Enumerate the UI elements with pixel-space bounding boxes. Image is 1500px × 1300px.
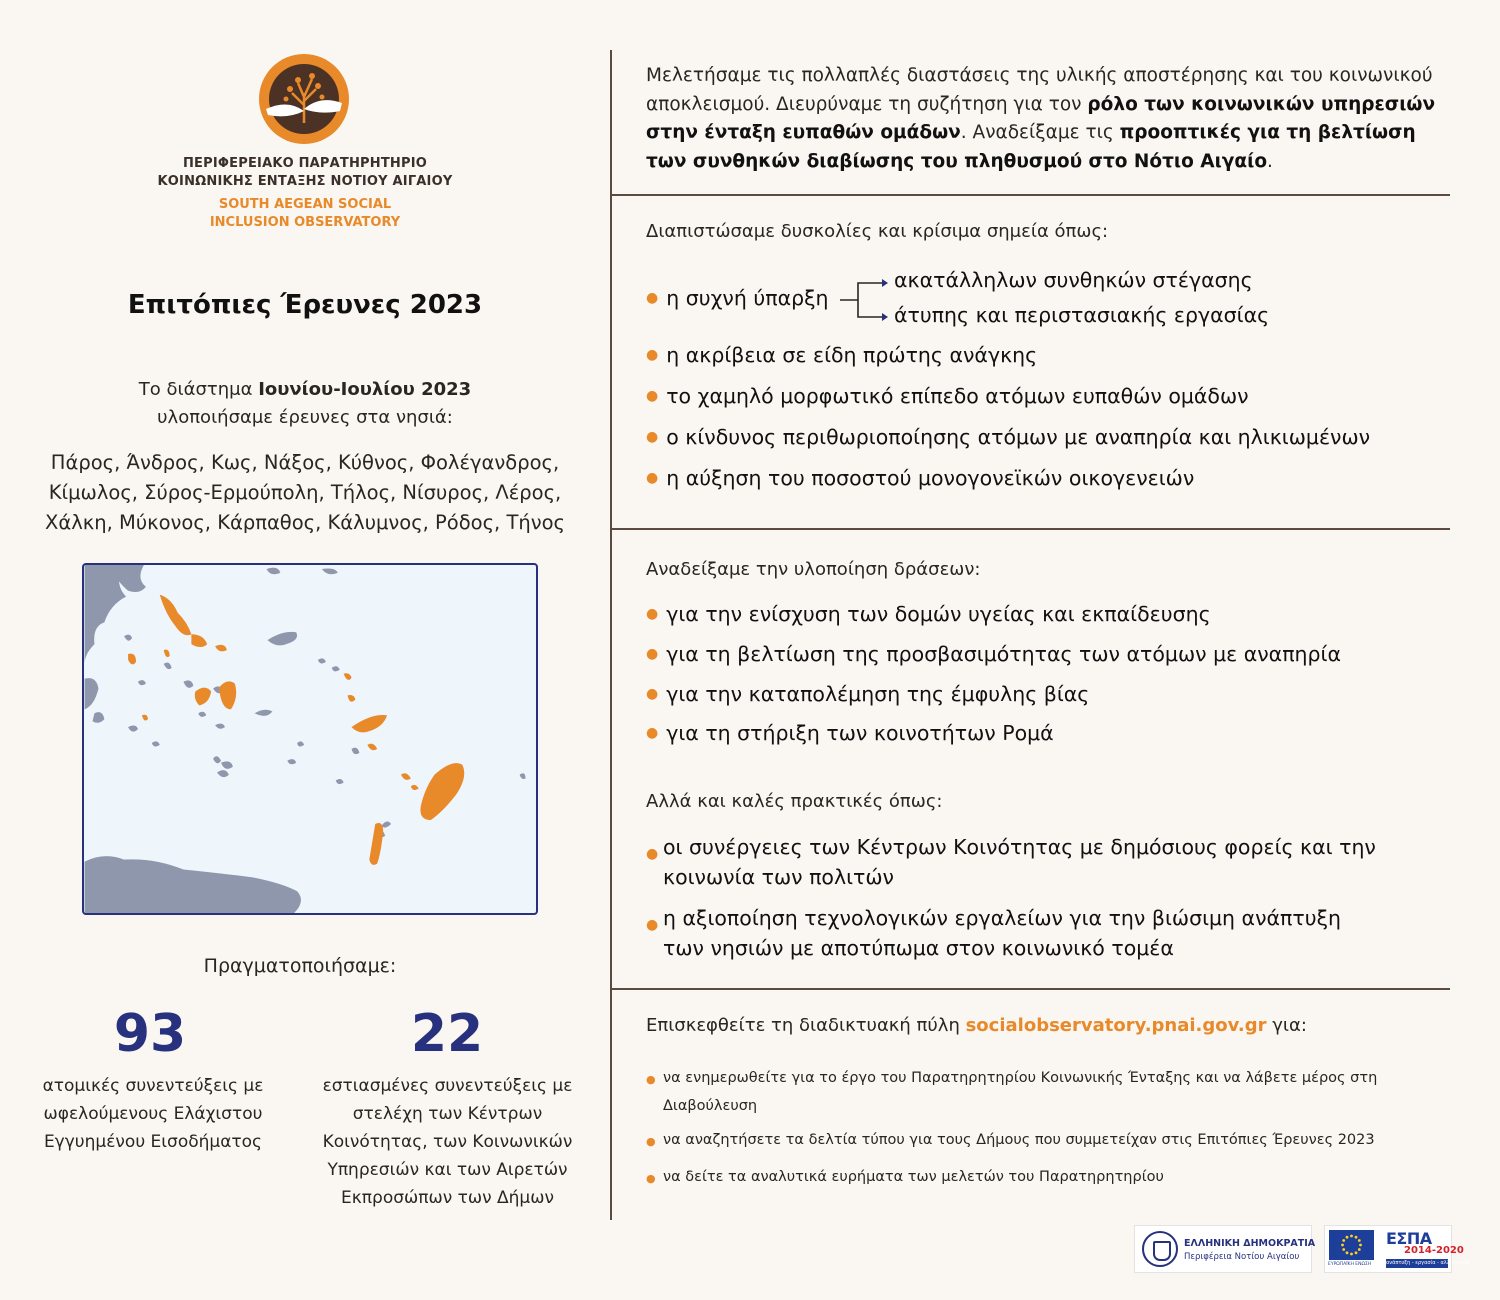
islands-line: Κίμωλος, Σύρος-Ερμούπολη, Τήλος, Νίσυρος, Λέρος,: [48, 481, 562, 504]
action-item-text: για την καταπολέμηση της έμφυλης βίας: [666, 682, 1090, 706]
section-divider: [612, 988, 1450, 990]
period-line1: [60, 379, 550, 400]
stat-desc-line: εστιασμένες συνεντεύξεις με: [322, 1076, 573, 1096]
actions-heading: Αναδείξαμε την υλοποίηση δράσεων:: [646, 559, 981, 580]
intro-text: .: [1267, 150, 1273, 172]
eu-flag-icon: [1329, 1230, 1374, 1260]
bullet-dot-icon: ●: [646, 846, 659, 862]
practice-item-line: οι συνέργειες των Κέντρων Κοινότητας με δημόσιους φορείς και την: [663, 835, 1376, 859]
difficulty-item: [646, 425, 1370, 449]
period-prefix: Το διάστημα: [138, 379, 259, 400]
bullet-dot-icon: ●: [646, 686, 659, 702]
stat-desc-line: Εγγυημένου Εισοδήματος: [43, 1132, 263, 1152]
bullet-dot-icon: ●: [646, 1135, 656, 1148]
espa-motto: ανάπτυξη - εργασία - αλληλεγγύη: [1386, 1260, 1471, 1266]
practice-item: [646, 903, 1426, 963]
stat-desc-line: Κοινότητας, των Κοινωνικών: [322, 1132, 573, 1152]
practice-item-line: των νησιών με αποτύπωμα στον κοινωνικό τομέα: [663, 936, 1174, 960]
islands-list: [30, 448, 580, 538]
visit-line: [646, 1015, 1307, 1036]
practice-item-line: η αξιοποίηση τεχνολογικών εργαλείων για την βιώσιμη ανάπτυξη: [663, 906, 1342, 930]
stat-desc-line: ατομικές συνεντεύξεις με: [42, 1076, 264, 1096]
difficulty-branch: άτυπης και περιστασιακής εργασίας: [894, 303, 1270, 327]
page-title: Επιτόπιες Έρευνες 2023: [127, 290, 483, 320]
stat-focus-interviews-value: 22: [410, 1004, 484, 1064]
bullet-dot-icon: ●: [646, 725, 659, 741]
difficulty-item-text: η ακρίβεια σε είδη πρώτης ανάγκης: [666, 343, 1038, 367]
visit-item: [646, 1126, 1426, 1154]
bullet-dot-icon: ●: [646, 290, 659, 306]
period-dates: Ιουνίου-Ιουλίου 2023: [258, 379, 472, 400]
islands-line: Πάρος, Άνδρος, Κως, Νάξος, Κύθνος, Φολέγανδρος,: [50, 451, 560, 474]
bullet-dot-icon: ●: [646, 1073, 656, 1086]
stat-focus-interviews-desc: [305, 1072, 590, 1212]
visit-item: [646, 1064, 1426, 1120]
difficulty-item: [646, 286, 829, 310]
eu-caption: ΕΥΡΩΠΑΪΚΗ ΕΝΩΣΗ: [1328, 1262, 1372, 1267]
visit-item-line: να ενημερωθείτε για το έργο του Παρατηρητηρίου Κοινωνικής Ένταξης και να λάβετε μέρος στη: [663, 1070, 1378, 1086]
intro-bold: προοπτικές για τη βελτίωση των συνθηκών διαβίωσης του πληθυσμού στο Νότιο Αιγαίο: [646, 122, 1416, 172]
action-item: [646, 642, 1341, 666]
difficulty-item-text: η αύξηση του ποσοστού μονογονεϊκών οικογενειών: [666, 466, 1195, 490]
org-name-en-line2: INCLUSION OBSERVATORY: [209, 215, 401, 230]
action-item: [646, 602, 1211, 626]
bullet-dot-icon: ●: [646, 429, 659, 445]
intro-bold: ρόλο των κοινωνικών υπηρεσιών στην ένταξη ευπαθών ομάδων: [646, 93, 1436, 143]
gov-line2: Περιφέρεια Νοτίου Αιγαίου: [1184, 1252, 1300, 1262]
visit-prefix: Επισκεφθείτε τη διαδικτυακή πύλη: [646, 1015, 966, 1036]
intro-text: Μελετήσαμε τις πολλαπλές διαστάσεις της υλικής αποστέρησης και του κοινωνικού αποκλεισμού. Διευρύναμε τη συζήτηση για τον: [646, 65, 1433, 115]
difficulty-item-text: η συχνή ύπαρξη: [666, 286, 829, 310]
stat-desc-line: ωφελούμενους Ελάχιστου: [43, 1104, 263, 1124]
practice-item: [646, 832, 1426, 892]
intro-text: . Αναδείξαμε τις: [960, 122, 1120, 143]
action-item-text: για τη στήριξη των κοινοτήτων Ρομά: [666, 721, 1054, 745]
difficulty-item: [646, 343, 1037, 367]
espa-mark: ΕΣΠΑ: [1386, 1229, 1432, 1248]
period-line2: υλοποιήσαμε έρευνες στα νησιά:: [157, 407, 453, 428]
visit-item: [646, 1163, 1426, 1191]
section-divider: [612, 528, 1450, 530]
visit-item-line: Διαβούλευση: [663, 1098, 758, 1114]
bullet-dot-icon: ●: [646, 917, 659, 933]
action-item: [646, 721, 1054, 745]
branch-arrow-icon: [838, 270, 890, 330]
greek-emblem-icon: [1142, 1231, 1178, 1267]
visit-item-line: να αναζητήσετε τα δελτία τύπου για τους Δήμους που συμμετείχαν στις Επιτόπιες Έρευνες 2023: [663, 1132, 1375, 1148]
bullet-dot-icon: ●: [646, 388, 659, 404]
org-name-en-line1: SOUTH AEGEAN SOCIAL: [218, 197, 392, 212]
difficulty-item-text: το χαμηλό μορφωτικό επίπεδο ατόμων ευπαθών ομάδων: [666, 384, 1249, 408]
bullet-dot-icon: ●: [646, 347, 659, 363]
stat-desc-line: στελέχη των Κέντρων: [352, 1104, 543, 1124]
org-name-gr-line1: ΠΕΡΙΦΕΡΕΙΑΚΟ ΠΑΡΑΤΗΡΗΤΗΡΙΟ: [182, 156, 428, 171]
visit-suffix: για:: [1266, 1015, 1307, 1036]
done-label: Πραγματοποιήσαμε:: [203, 955, 397, 977]
visit-item-line: να δείτε τα αναλυτικά ευρήματα των μελετών του Παρατηρητηρίου: [663, 1169, 1164, 1185]
gov-line1: ΕΛΛΗΝΙΚΗ ΔΗΜΟΚΡΑΤΙΑ: [1184, 1238, 1316, 1249]
column-divider: [610, 50, 612, 1220]
practice-item-line: κοινωνία των πολιτών: [663, 865, 894, 889]
action-item: [646, 682, 1089, 706]
portal-link[interactable]: socialobservatory.pnai.gov.gr: [965, 1015, 1267, 1036]
islands-line: Χάλκη, Μύκονος, Κάρπαθος, Κάλυμνος, Ρόδος, Τήνος: [45, 511, 565, 534]
stat-desc-line: Εκπροσώπων των Δήμων: [341, 1188, 554, 1208]
stat-individual-interviews-value: 93: [113, 1004, 187, 1064]
difficulty-item: [646, 384, 1249, 408]
section-divider: [612, 194, 1450, 196]
bullet-dot-icon: ●: [646, 1172, 656, 1185]
action-item-text: για τη βελτίωση της προσβασιμότητας των ατόμων με αναπηρία: [666, 642, 1341, 666]
org-name-gr-line2: ΚΟΙΝΩΝΙΚΗΣ ΕΝΤΑΞΗΣ ΝΟΤΙΟΥ ΑΙΓΑΙΟΥ: [157, 174, 453, 189]
stat-individual-interviews-desc: [18, 1072, 288, 1156]
difficulty-item: [646, 466, 1194, 490]
bullet-dot-icon: ●: [646, 646, 659, 662]
difficulties-heading: Διαπιστώσαμε δυσκολίες και κρίσιμα σημεία όπως:: [646, 221, 1109, 242]
action-item-text: για την ενίσχυση των δομών υγείας και εκπαίδευσης: [666, 602, 1211, 626]
difficulty-branch: ακατάλληλων συνθηκών στέγασης: [894, 268, 1253, 292]
south-aegean-map-icon: [82, 563, 538, 915]
stat-desc-line: Υπηρεσιών και των Αιρετών: [327, 1160, 568, 1180]
bullet-dot-icon: ●: [646, 470, 659, 486]
espa-years: 2014-2020: [1404, 1245, 1464, 1256]
bullet-dot-icon: ●: [646, 606, 659, 622]
difficulty-item-text: ο κίνδυνος περιθωριοποίησης ατόμων με αναπηρία και ηλικιωμένων: [666, 425, 1371, 449]
intro-paragraph: [646, 62, 1436, 176]
practices-heading: Αλλά και καλές πρακτικές όπως:: [646, 791, 943, 812]
observatory-logo-icon: [258, 53, 350, 145]
